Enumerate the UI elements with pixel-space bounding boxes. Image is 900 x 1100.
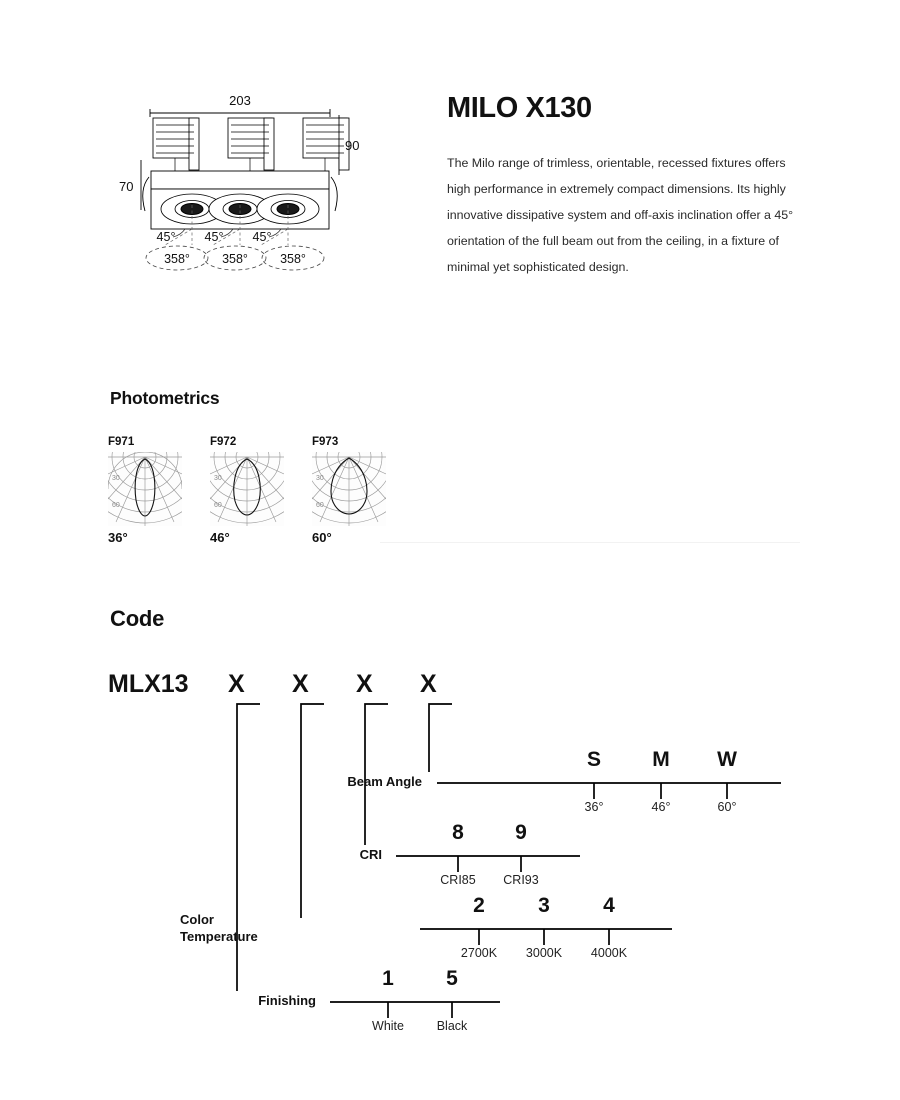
svg-text:30: 30 [316, 475, 324, 482]
option-code-finish-5: 5 [446, 967, 458, 990]
rotation-label-1: 358° [164, 252, 190, 266]
option-label-finish-1: White [372, 1019, 404, 1033]
code-placeholder-2: X [292, 670, 309, 698]
option-code-finish-1: 1 [382, 967, 394, 990]
photometric-diagram [312, 452, 386, 531]
option-code-cri-8: 8 [452, 821, 464, 844]
legend-title-cri: CRI [359, 847, 382, 862]
housing-bar [151, 171, 329, 189]
svg-text:60: 60 [214, 502, 222, 509]
svg-text:60: 60 [112, 502, 120, 509]
option-label-cct-4: 4000K [590, 946, 628, 960]
rotation-label-3: 358° [280, 252, 306, 266]
photometric-angle-label: 36° [108, 530, 128, 545]
lamp-apertures [161, 194, 319, 224]
technical-drawing [105, 85, 385, 290]
option-label-beam-w: 60° [717, 800, 737, 814]
product-description: The Milo range of trimless, orientable, recessed fixtures offers high performance in extremely compact dimensions. Its highly innovative dissipative system and off-axis inclination offer a 45° orientation of the full beam out from the ceiling, in a fixture of minimal yet sophisticated design. [447, 156, 794, 274]
option-label-finish-5: Black [436, 1019, 468, 1033]
depth-dimension-label: 70 [119, 179, 134, 194]
option-code-cri-9: 9 [515, 821, 527, 844]
legend-title-beam-angle: Beam Angle [347, 774, 422, 789]
option-label-cct-3: 3000K [525, 946, 563, 960]
code-placeholder-4: X [420, 670, 437, 698]
tilt-label-1: 45° [156, 230, 176, 244]
option-code-beam-s: S [586, 748, 601, 771]
page-title: MILO X130 [447, 92, 592, 124]
legend-title-finishing: Finishing [258, 993, 316, 1008]
option-label-cct-2: 2700K [460, 946, 498, 960]
legend-title-color-temperature-line1: Color [180, 912, 214, 927]
option-code-beam-w: W [717, 748, 737, 771]
photometric-angle-label: 46° [210, 530, 230, 545]
option-label-cri-8: CRI85 [440, 873, 476, 887]
photometric-code-label: F971 [108, 436, 135, 448]
code-placeholder-1: X [228, 670, 245, 698]
photometrics-faint-rule [380, 542, 800, 543]
option-code-cct-3: 3 [538, 894, 550, 917]
leader-finishing [237, 704, 260, 991]
photometric-angle-label: 60° [312, 530, 332, 545]
tilt-label-2: 45° [204, 230, 224, 244]
option-code-beam-m: M [652, 748, 670, 771]
option-label-cri-9: CRI93 [503, 873, 539, 887]
option-code-cct-2: 2 [473, 894, 485, 917]
code-heading: Code [110, 606, 165, 631]
option-label-beam-s: 36° [584, 800, 604, 814]
photometric-code-label: F973 [312, 436, 339, 448]
option-label-beam-m: 46° [651, 800, 671, 814]
legend-title-color-temperature [180, 911, 402, 945]
leader-color-temperature [301, 704, 324, 918]
code-prefix: MLX13 [108, 670, 189, 698]
photometric-diagram [210, 452, 284, 531]
photometric-code-label: F972 [210, 436, 237, 448]
rotation-label-2: 358° [222, 252, 248, 266]
technical-drawing-svg [105, 85, 385, 285]
tilt-label-3: 45° [252, 230, 272, 244]
svg-text:30: 30 [112, 475, 120, 482]
width-dimension-label: 203 [229, 93, 251, 108]
photometrics-heading: Photometrics [110, 388, 220, 408]
photometric-diagram [108, 452, 182, 531]
code-placeholder-3: X [356, 670, 373, 698]
svg-text:60: 60 [316, 502, 324, 509]
height-dimension-label: 90 [345, 138, 360, 153]
leader-beam-angle [429, 704, 452, 772]
legend-axis-finishing [330, 1001, 510, 1040]
option-code-cct-4: 4 [603, 894, 615, 917]
svg-text:30: 30 [214, 475, 222, 482]
legend-title-color-temperature-line2: Temperature [180, 929, 258, 944]
